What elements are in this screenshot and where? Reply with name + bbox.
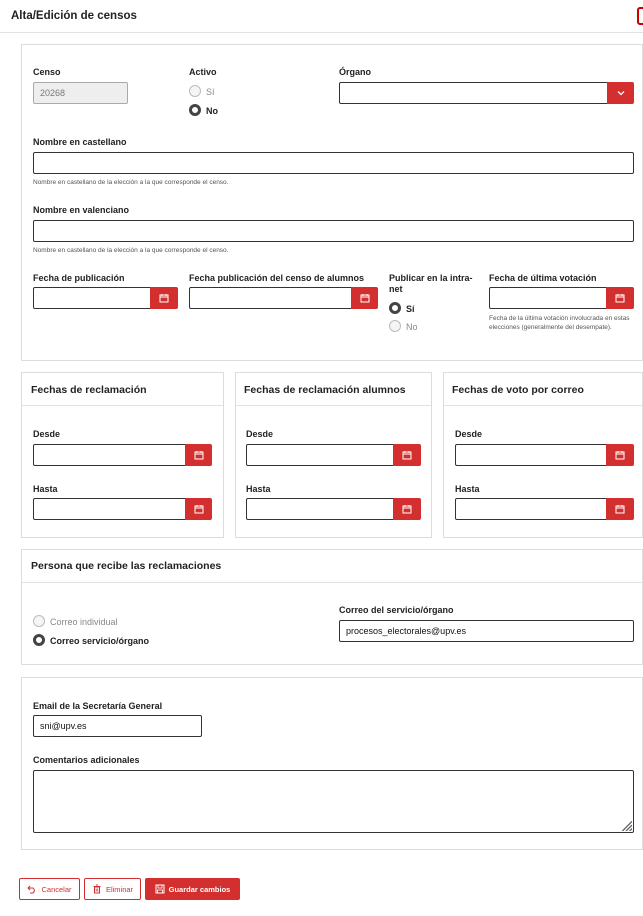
correo-individual-label: Correo individual [50,617,118,627]
publicar-si-radio[interactable] [389,302,401,314]
publicar-si-label: Sí [406,304,415,314]
calendar-icon [194,450,204,460]
activo-si-radio[interactable] [189,85,201,97]
reclamacion-desde-calendar-button[interactable] [185,444,212,466]
calendar-icon [159,293,169,303]
nombre-cas-help: Nombre en castellano de la elección a la que corresponde el censo. [33,179,229,186]
correo-servicio-radio[interactable] [33,634,45,646]
publicar-no-label: No [406,322,418,332]
trash-icon [92,884,102,894]
publicar-no-radio[interactable] [389,320,401,332]
nombre-cas-input[interactable] [33,152,634,174]
activo-no-label: No [206,106,218,116]
resize-handle-icon[interactable] [620,819,632,831]
window-icon[interactable] [637,7,643,25]
organo-label: Órgano [339,67,372,77]
persona-divider [22,582,643,583]
ultima-votacion-help: Fecha de la última votación involucrada en estas elecciones (generalmente del desempate). [489,315,630,331]
activo-no-radio[interactable] [189,104,201,116]
cancel-button[interactable] [19,878,80,900]
nombre-cas-label: Nombre en castellano [33,137,127,147]
reclamacion-title: Fechas de reclamación [31,384,147,396]
ultima-votacion-input[interactable] [489,287,607,309]
reclamacion-alumnos-divider [236,405,431,406]
reclamacion-alumnos-desde-input[interactable] [246,444,394,466]
reclamacion-alumnos-desde-label: Desde [246,429,274,439]
reclamacion-hasta-input[interactable] [33,498,186,520]
reclamacion-desde-label: Desde [33,429,61,439]
save-button-label: Guardar cambios [168,884,231,894]
calendar-icon [615,450,625,460]
save-button[interactable] [145,878,240,900]
nombre-val-label: Nombre en valenciano [33,205,130,215]
save-icon [155,884,165,894]
reclamacion-alumnos-hasta-label: Hasta [246,484,271,494]
censo-field[interactable]: 20268 [33,82,128,104]
reclamacion-hasta-calendar-button[interactable] [185,498,212,520]
calendar-icon [194,504,204,514]
fecha-pub-alumnos-calendar-button[interactable] [351,287,378,309]
publicar-label: Publicar en la intra-net [389,273,473,294]
organo-select[interactable] [339,82,608,104]
nombre-val-help: Nombre en castellano de la elección a la que corresponde el censo. [33,247,229,254]
correo-servicio-input[interactable]: procesos_electorales@upv.es [339,620,634,642]
voto-correo-hasta-calendar-button[interactable] [606,498,634,520]
header-divider [0,32,643,33]
comentarios-textarea[interactable] [33,770,634,833]
activo-label: Activo [189,67,217,77]
reclamacion-desde-input[interactable] [33,444,186,466]
reclamacion-divider [22,405,223,406]
delete-button[interactable] [84,878,141,900]
censo-label: Censo [33,67,61,77]
nombre-val-input[interactable] [33,220,634,242]
voto-correo-desde-input[interactable] [455,444,607,466]
page-title: Alta/Edición de censos [11,10,137,22]
reclamacion-alumnos-title: Fechas de reclamación alumnos [244,384,406,396]
fecha-pub-alumnos-input[interactable] [189,287,352,309]
chevron-down-icon [616,88,626,98]
voto-correo-desde-calendar-button[interactable] [606,444,634,466]
reclamacion-alumnos-hasta-calendar-button[interactable] [393,498,421,520]
ultima-votacion-calendar-button[interactable] [606,287,634,309]
calendar-icon [615,293,625,303]
ultima-votacion-label: Fecha de última votación [489,273,597,283]
fecha-pub-label: Fecha de publicación [33,273,125,283]
voto-correo-desde-label: Desde [455,429,483,439]
voto-correo-hasta-label: Hasta [455,484,480,494]
calendar-icon [402,504,412,514]
voto-correo-divider [444,405,643,406]
reclamacion-alumnos-desde-calendar-button[interactable] [393,444,421,466]
reclamacion-alumnos-hasta-input[interactable] [246,498,394,520]
voto-correo-title: Fechas de voto por correo [452,384,584,396]
fecha-pub-input[interactable] [33,287,151,309]
correo-individual-radio[interactable] [33,615,45,627]
calendar-icon [615,504,625,514]
correo-servicio-field-label: Correo del servicio/órgano [339,605,454,615]
undo-icon [27,884,37,894]
correo-servicio-label: Correo servicio/órgano [50,636,150,646]
cancel-button-label: Cancelar [41,884,72,894]
comentarios-label: Comentarios adicionales [33,755,140,765]
activo-si-label: Sí [206,87,215,97]
calendar-icon [360,293,370,303]
email-sg-input[interactable]: sni@upv.es [33,715,202,737]
reclamacion-hasta-label: Hasta [33,484,58,494]
voto-correo-hasta-input[interactable] [455,498,607,520]
calendar-icon [402,450,412,460]
persona-title: Persona que recibe las reclamaciones [31,560,222,572]
delete-button-label: Eliminar [105,884,134,894]
email-sg-label: Email de la Secretaría General [33,701,163,711]
organo-dropdown-button[interactable] [607,82,634,104]
fecha-pub-alumnos-label: Fecha publicación del censo de alumnos [189,273,365,283]
fecha-pub-calendar-button[interactable] [150,287,178,309]
